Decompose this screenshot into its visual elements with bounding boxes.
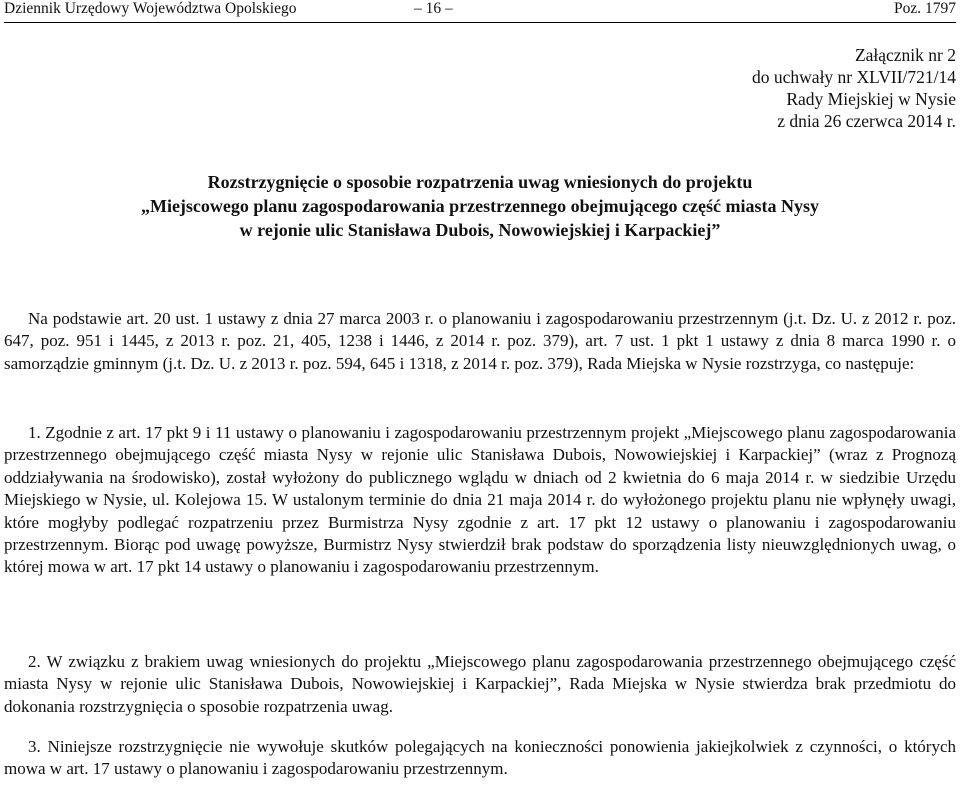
- title-line-3: w rejonie ulic Stanisława Dubois, Nowowiejskiej i Karpackiej”: [239, 220, 721, 240]
- paragraph-2: 2. W związku z brakiem uwag wniesionych do projektu „Miejscowego planu zagospodarowania przestrzennego obejmującego część miasta Nysy w rejonie ulic Stanisława Dubois, Nowowiejskiej i Karpackiej”, Rada Miejska w Nysie stwierdza brak przedmiotu do dokonania rozstrzygnięcia o sposobie rozpatrzenia uwag.: [4, 652, 956, 716]
- paragraph-3: 3. Niniejsze rozstrzygnięcie nie wywołuje skutków polegających na konieczności ponowienia jakiejkolwiek z czynności, o których mowa w art. 17 ustawy o planowaniu i zagospodarowaniu przestrzennym.: [4, 737, 956, 779]
- resolution-number: do uchwały nr XLVII/721/14: [752, 67, 956, 87]
- position-number: Poz. 1797: [894, 0, 956, 17]
- document-title: [0, 170, 960, 242]
- annex-reference: [752, 44, 956, 132]
- council-name: Rady Miejskiej w Nysie: [786, 89, 956, 109]
- title-line-1: Rozstrzygnięcie o sposobie rozpatrzenia uwag wniesionych do projektu: [207, 172, 753, 192]
- paragraph-2-block: [4, 651, 956, 718]
- paragraph-1: 1. Zgodnie z art. 17 pkt 9 i 11 ustawy o planowaniu i zagospodarowaniu przestrzennym projekt „Miejscowego planu zagospodarowania przestrzennego obejmującego część miasta Nysy w rejonie ulic Stanisława Dubois, Nowowiejskiej i Karpackiej” (wraz z Prognozą oddziaływania na środowisko), został wyłożony do publicznego wglądu w dniach od 2 kwietnia do 6 maja 2014 r. w siedzibie Urzędu Miejskiego w Nysie, ul. Kolejowa 15. W ustalonym terminie do dnia 21 maja 2014 r. do wyłożonego projektu planu nie wpłynęły uwagi, które mogłyby podlegać rozpatrzeniu przez Burmistrza Nysy zgodnie z art. 17 pkt 12 ustawy o planowaniu i zagospodarowaniu przestrzennym. Biorąc pod uwagę powyższe, Burmistrz Nysy stwierdził brak podstaw do sporządzenia listy nieuwzględnionych uwag, o której mowa w art. 17 pkt 14 ustawy o planowaniu i zagospodarowaniu przestrzennym.: [4, 423, 956, 577]
- publication-name: Dziennik Urzędowy Województwa Opolskiego: [4, 0, 297, 17]
- intro-paragraph: Na podstawie art. 20 ust. 1 ustawy z dnia 27 marca 2003 r. o planowaniu i zagospodarowaniu przestrzennym (j.t. Dz. U. z 2012 r. poz. 647, poz. 951 i 1445, z 2013 r. poz. 21, 405, 1238 i 1446, z 2014 r. poz. 379), art. 7 ust. 1 pkt 1 ustawy z dnia 8 marca 1990 r. o samorządzie gminnym (j.t. Dz. U. z 2013 r. poz. 594, 645 i 1318, z 2014 r. poz. 379), Rada Miejska w Nysie rozstrzyga, co następuje:: [4, 309, 956, 373]
- intro-paragraph-block: [4, 308, 956, 375]
- paragraph-1-block: [4, 422, 956, 579]
- page-number: – 16 –: [414, 0, 453, 17]
- title-line-2: „Miejscowego planu zagospodarowania przestrzennego obejmującego część miasta Nysy: [140, 196, 820, 216]
- page-header: [4, 0, 956, 23]
- paragraph-3-block: [4, 736, 956, 781]
- resolution-date: z dnia 26 czerwca 2014 r.: [777, 111, 956, 131]
- annex-number: Załącznik nr 2: [854, 45, 956, 65]
